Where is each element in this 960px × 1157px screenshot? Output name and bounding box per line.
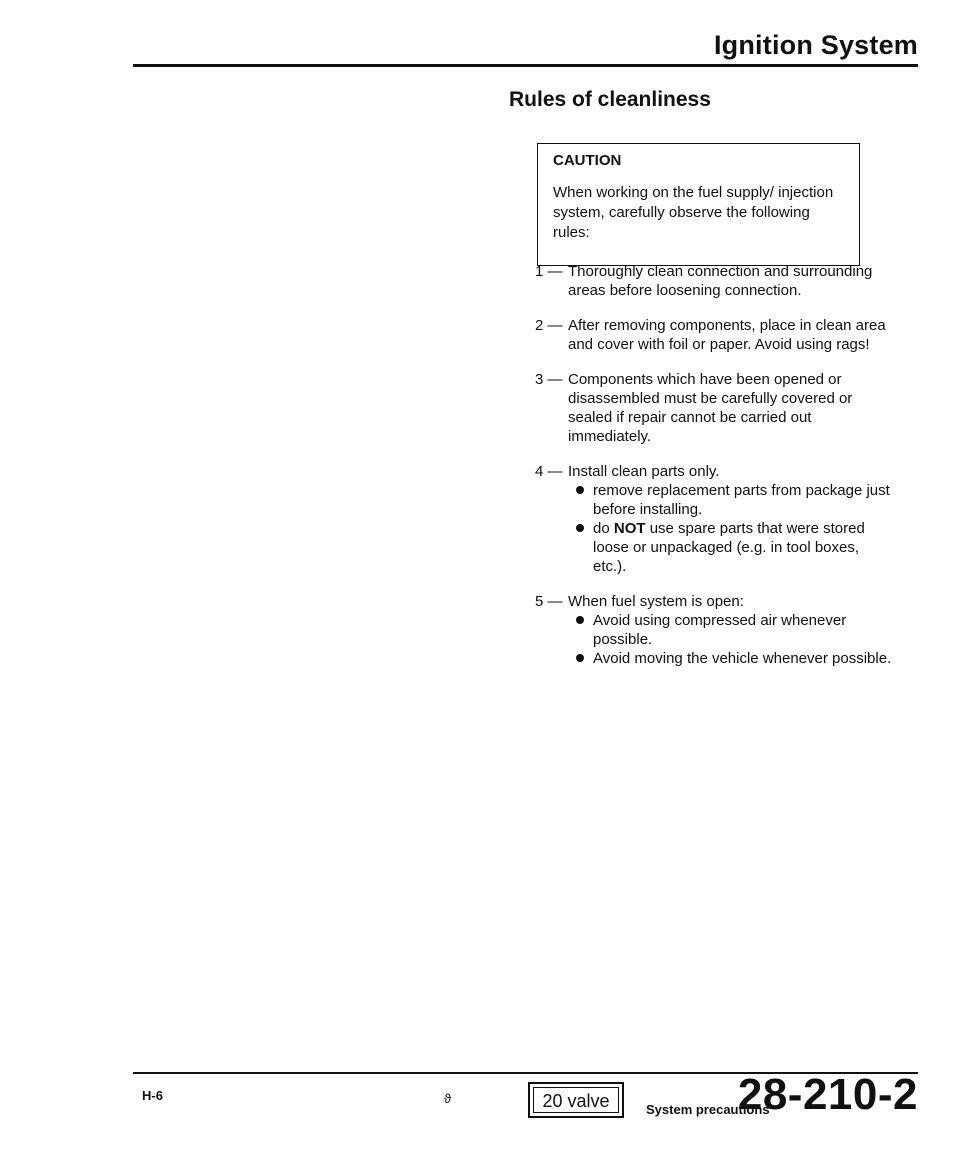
section-title: Rules of cleanliness <box>509 88 711 111</box>
rule-item <box>535 262 895 300</box>
rule-item <box>535 592 895 668</box>
rule-number: 1 — <box>535 263 563 280</box>
sub-item-text: Avoid using compressed air whenever possible. <box>593 612 847 648</box>
rule-text: When fuel system is open: <box>568 593 744 610</box>
rule-item <box>535 462 895 576</box>
page-number: 28-210-2 <box>737 1070 918 1119</box>
caution-body: When working on the fuel supply/ injection system, carefully observe the following rules: <box>553 184 834 241</box>
footer-mark: ϑ <box>444 1091 452 1106</box>
bullet-icon <box>576 616 584 624</box>
rule-item <box>535 316 895 354</box>
footer-code: H-6 <box>142 1088 163 1103</box>
rule-number: 2 — <box>535 317 563 334</box>
bullet-icon <box>576 654 584 662</box>
caution-heading: CAUTION <box>553 152 622 169</box>
sub-item-text-pre: do <box>593 520 614 537</box>
rule-text: Install clean parts only. <box>568 463 720 480</box>
sub-list <box>568 611 895 668</box>
engine-badge <box>528 1082 624 1118</box>
sub-item-text: Avoid moving the vehicle whenever possible. <box>593 650 892 667</box>
sub-item-text-post: use spare parts that were stored loose or unpackaged (e.g. in tool boxes, etc.). <box>593 520 865 575</box>
sub-item <box>568 611 895 649</box>
sub-item <box>568 649 895 668</box>
bullet-icon <box>576 486 584 494</box>
rules-list <box>535 262 895 684</box>
sub-item <box>568 519 895 576</box>
sub-item-text-emphasis: NOT <box>613 520 646 537</box>
rule-text: Thoroughly clean connection and surrounding areas before loosening connection. <box>568 263 873 299</box>
page-header-title: Ignition System <box>713 30 918 60</box>
sub-list <box>568 481 895 576</box>
header-rule <box>133 64 918 67</box>
rule-number: 3 — <box>535 371 563 388</box>
rule-number: 5 — <box>535 593 563 610</box>
rule-text: After removing components, place in clean area and cover with foil or paper. Avoid using rags! <box>568 317 886 353</box>
sub-item-text: remove replacement parts from package just before installing. <box>593 482 890 518</box>
footer-section: System precautions <box>646 1102 770 1117</box>
rule-number: 4 — <box>535 463 563 480</box>
rule-text: Components which have been opened or disassembled must be carefully covered or sealed if repair cannot be carried out immediately. <box>568 371 853 445</box>
rule-item <box>535 370 895 446</box>
sub-item <box>568 481 895 519</box>
caution-box <box>537 143 860 266</box>
engine-badge-label: 20 valve <box>533 1087 619 1113</box>
bullet-icon <box>576 524 584 532</box>
